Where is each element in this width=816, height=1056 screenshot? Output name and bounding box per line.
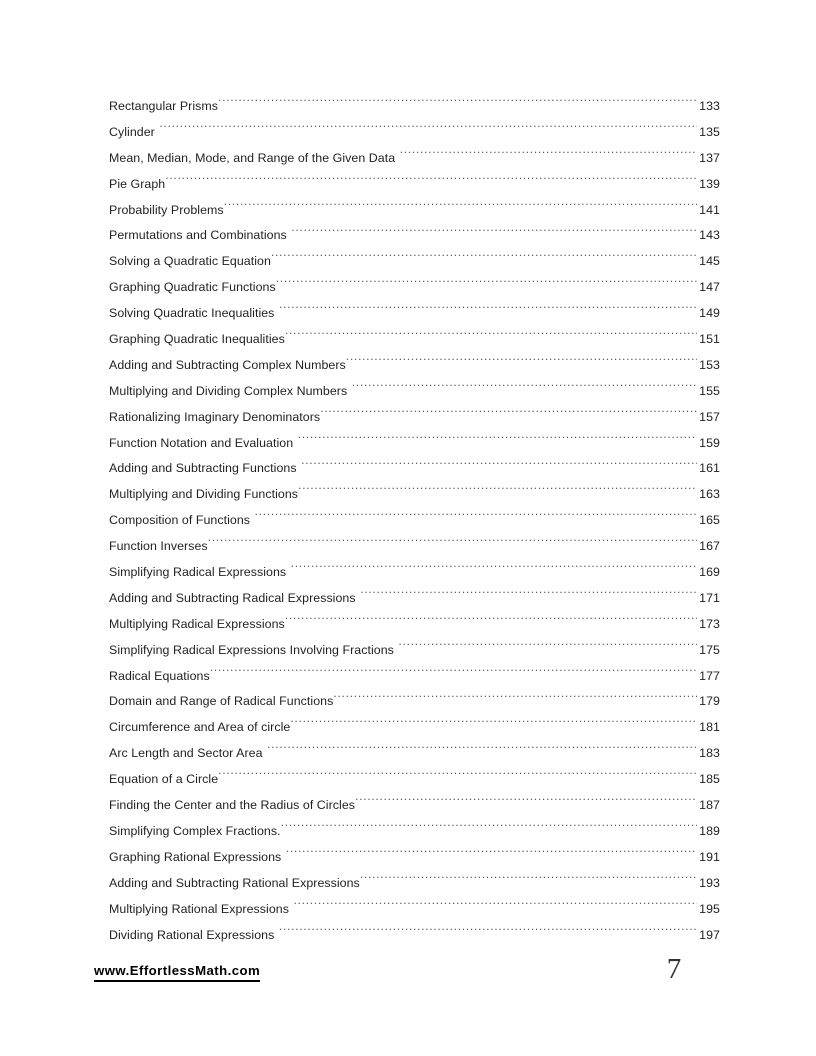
toc-entry[interactable] <box>109 560 720 586</box>
toc-entry-title: Probability Problems <box>109 202 224 217</box>
toc-entry[interactable] <box>109 249 720 275</box>
toc-entry-title: Pie Graph <box>109 176 166 191</box>
toc-entry-page-number: 173 <box>699 616 720 631</box>
toc-dot-leader <box>279 927 697 939</box>
toc-entry-page-number: 137 <box>699 150 720 165</box>
toc-entry[interactable] <box>109 689 720 715</box>
toc-entry-page-number: 153 <box>699 357 720 372</box>
toc-entry-title: Adding and Subtracting Complex Numbers <box>109 357 346 372</box>
toc-dot-leader <box>291 227 697 239</box>
toc-entry-title: Arc Length and Sector Area <box>109 746 263 761</box>
toc-dot-leader <box>360 875 697 887</box>
toc-dot-leader <box>293 901 697 913</box>
toc-entry-page-number: 135 <box>699 124 720 139</box>
toc-entry-page-number: 161 <box>699 461 720 476</box>
toc-entry-page-number: 165 <box>699 513 720 528</box>
toc-entry[interactable] <box>109 482 720 508</box>
toc-entry-title: Function Inverses <box>109 539 208 554</box>
toc-entry[interactable] <box>109 612 720 638</box>
toc-entry-title: Circumference and Area of circle <box>109 720 291 735</box>
toc-entry-title: Graphing Quadratic Inequalities <box>109 332 285 347</box>
toc-entry-title: Mean, Median, Mode, and Range of the Given Data <box>109 150 396 165</box>
toc-entry-page-number: 169 <box>699 565 720 580</box>
toc-dot-leader <box>298 486 697 498</box>
toc-entry-title: Permutations and Combinations <box>109 228 287 243</box>
toc-entry[interactable] <box>109 871 720 897</box>
toc-entry-title: Graphing Quadratic Functions <box>109 280 276 295</box>
toc-entry[interactable] <box>109 353 720 379</box>
toc-entry-title: Finding the Center and the Radius of Circles <box>109 798 356 813</box>
toc-entry-title: Solving Quadratic Inequalities <box>109 306 275 321</box>
toc-dot-leader <box>286 849 697 861</box>
toc-dot-leader <box>210 668 697 680</box>
toc-dot-leader <box>255 512 697 524</box>
table-of-contents-list <box>109 94 720 948</box>
toc-entry[interactable] <box>109 819 720 845</box>
toc-dot-leader <box>218 771 697 783</box>
toc-entry[interactable] <box>109 379 720 405</box>
page-number: 7 <box>666 953 682 985</box>
toc-entry[interactable] <box>109 456 720 482</box>
toc-dot-leader <box>159 124 697 136</box>
toc-dot-leader <box>298 435 697 447</box>
toc-entry-title: Adding and Subtracting Radical Expressions <box>109 590 356 605</box>
toc-dot-leader <box>290 719 697 731</box>
toc-dot-leader <box>360 590 697 602</box>
toc-entry-title: Multiplying Radical Expressions <box>109 616 285 631</box>
toc-entry-page-number: 179 <box>699 694 720 709</box>
toc-entry-page-number: 175 <box>699 642 720 657</box>
toc-dot-leader <box>355 797 697 809</box>
toc-entry[interactable] <box>109 198 720 224</box>
toc-entry-title: Multiplying Rational Expressions <box>109 901 289 916</box>
toc-entry-page-number: 171 <box>699 590 720 605</box>
toc-entry[interactable] <box>109 793 720 819</box>
toc-entry-page-number: 151 <box>699 332 720 347</box>
toc-entry[interactable] <box>109 767 720 793</box>
toc-dot-leader <box>281 823 697 835</box>
toc-entry-page-number: 149 <box>699 306 720 321</box>
toc-entry-title: Solving a Quadratic Equation <box>109 254 271 269</box>
toc-entry-title: Multiplying and Dividing Complex Numbers <box>109 383 348 398</box>
toc-entry[interactable] <box>109 327 720 353</box>
toc-entry-page-number: 187 <box>699 798 720 813</box>
toc-entry-title: Simplifying Radical Expressions <box>109 565 287 580</box>
toc-dot-leader <box>279 305 697 317</box>
toc-entry[interactable] <box>109 508 720 534</box>
toc-entry[interactable] <box>109 405 720 431</box>
toc-dot-leader <box>267 745 697 757</box>
toc-entry[interactable] <box>109 664 720 690</box>
toc-dot-leader <box>333 693 697 705</box>
toc-dot-leader <box>208 538 697 550</box>
toc-entry-page-number: 191 <box>699 849 720 864</box>
toc-entry-title: Dividing Rational Expressions <box>109 927 275 942</box>
toc-entry[interactable] <box>109 120 720 146</box>
toc-entry-page-number: 193 <box>699 875 720 890</box>
toc-entry-page-number: 181 <box>699 720 720 735</box>
toc-dot-leader <box>352 383 697 395</box>
toc-dot-leader <box>285 616 697 628</box>
toc-entry-title: Multiplying and Dividing Functions <box>109 487 299 502</box>
toc-dot-leader <box>291 564 697 576</box>
toc-dot-leader <box>224 202 697 214</box>
toc-entry-page-number: 177 <box>699 668 720 683</box>
toc-entry-title: Simplifying Complex Fractions. <box>109 823 281 838</box>
toc-dot-leader <box>346 357 697 369</box>
toc-dot-leader <box>320 409 697 421</box>
toc-entry-page-number: 157 <box>699 409 720 424</box>
toc-entry-page-number: 183 <box>699 746 720 761</box>
toc-dot-leader <box>400 150 697 162</box>
toc-entry-title: Cylinder <box>109 124 155 139</box>
toc-entry[interactable] <box>109 534 720 560</box>
toc-entry-title: Equation of a Circle <box>109 772 219 787</box>
toc-entry[interactable] <box>109 741 720 767</box>
toc-entry-title: Rationalizing Imaginary Denominators <box>109 409 321 424</box>
toc-entry-page-number: 145 <box>699 254 720 269</box>
toc-entry[interactable] <box>109 94 720 120</box>
toc-entry[interactable] <box>109 172 720 198</box>
toc-entry[interactable] <box>109 715 720 741</box>
toc-entry-title: Domain and Range of Radical Functions <box>109 694 334 709</box>
toc-entry-page-number: 185 <box>699 772 720 787</box>
page-footer <box>0 953 816 1012</box>
toc-dot-leader <box>218 98 697 110</box>
toc-entry[interactable] <box>109 845 720 871</box>
toc-entry-page-number: 167 <box>699 539 720 554</box>
toc-dot-leader <box>165 176 697 188</box>
toc-dot-leader <box>398 642 697 654</box>
footer-website-link[interactable]: www.EffortlessMath.com <box>94 962 260 982</box>
toc-entry[interactable] <box>109 897 720 923</box>
toc-entry-page-number: 159 <box>699 435 720 450</box>
toc-entry[interactable] <box>109 301 720 327</box>
toc-entry-page-number: 141 <box>699 202 720 217</box>
toc-entry[interactable] <box>109 223 720 249</box>
toc-entry-title: Rectangular Prisms <box>109 99 219 113</box>
toc-entry-title: Simplifying Radical Expressions Involving Fractions <box>109 642 394 657</box>
toc-entry[interactable] <box>109 638 720 664</box>
toc-entry-page-number: 147 <box>699 280 720 295</box>
toc-entry[interactable] <box>109 586 720 612</box>
toc-dot-leader <box>271 253 697 265</box>
toc-entry[interactable] <box>109 431 720 457</box>
toc-entry-title: Radical Equations <box>109 668 210 683</box>
toc-entry-page-number: 133 <box>699 99 720 113</box>
toc-entry-title: Graphing Rational Expressions <box>109 849 282 864</box>
toc-dot-leader <box>276 279 697 291</box>
toc-entry-title: Function Notation and Evaluation <box>109 435 294 450</box>
toc-dot-leader <box>285 331 697 343</box>
toc-dot-leader <box>301 460 697 472</box>
toc-entry-page-number: 189 <box>699 823 720 838</box>
toc-entry[interactable] <box>109 275 720 301</box>
toc-entry-title: Adding and Subtracting Rational Expressions <box>109 875 360 890</box>
toc-entry[interactable] <box>109 923 720 949</box>
toc-entry-page-number: 195 <box>699 901 720 916</box>
toc-entry-page-number: 197 <box>699 927 720 942</box>
toc-entry-page-number: 155 <box>699 383 720 398</box>
toc-entry[interactable] <box>109 146 720 172</box>
toc-entry-page-number: 143 <box>699 228 720 243</box>
toc-entry-page-number: 163 <box>699 487 720 502</box>
toc-entry-title: Composition of Functions <box>109 513 251 528</box>
toc-entry-page-number: 139 <box>699 176 720 191</box>
toc-entry-title: Adding and Subtracting Functions <box>109 461 297 476</box>
